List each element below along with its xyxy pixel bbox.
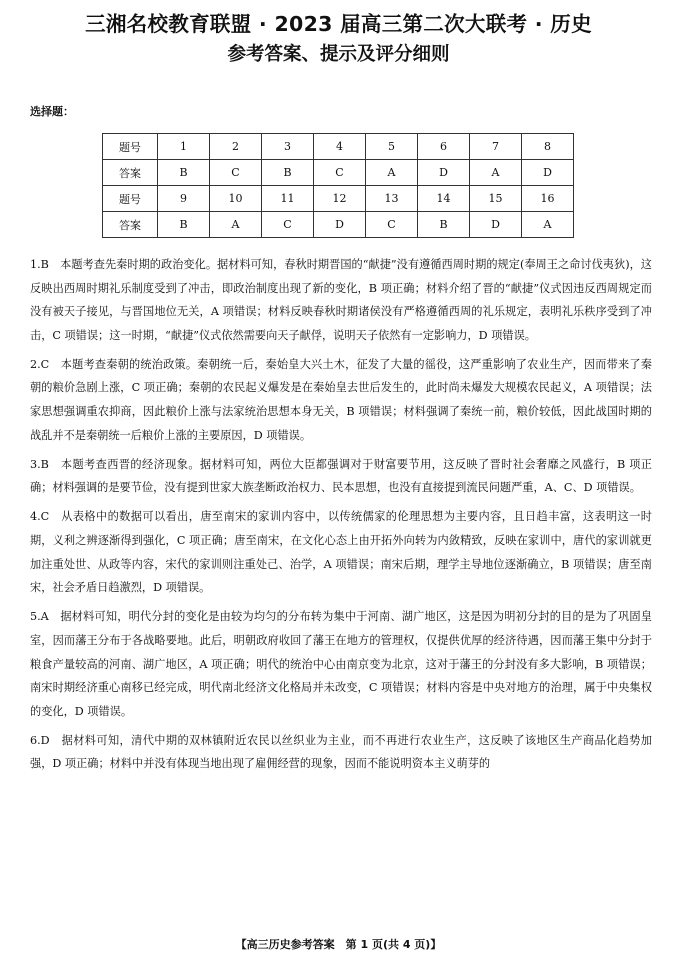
table-cell: 6 — [418, 134, 470, 160]
table-cell: 3 — [262, 134, 314, 160]
explanation-item: 1.B 本题考查先秦时期的政治变化。据材料可知，春秋时期晋国的“献捷”没有遵循西周时期的规定(奉周王之命讨伐夷狄)，这反映出西周时期礼乐制度受到了冲击，即政治制度出现了新的变化，B 项正确；材料介绍了晋的“献捷”仪式因违反西周规定而没有被天子接见，与晋国地位无关，A 项错误；材料反映春秋时期诸侯没有严格遵循西周的礼乐规定，表明礼乐秩序受到了冲击，C 项错误；这一时期，“献捷”仪式依然需要向天子献俘，说明天子依然有一定影响力，D 项错误。 — [30, 258, 652, 342]
table-cell: B — [158, 160, 210, 186]
table-cell: 12 — [314, 186, 366, 212]
table-cell: A — [366, 160, 418, 186]
table-cell: D — [522, 160, 574, 186]
table-cell: D — [314, 212, 366, 238]
table-cell: 9 — [158, 186, 210, 212]
table-cell: B — [418, 212, 470, 238]
table-cell: B — [158, 212, 210, 238]
table-cell: 1 — [158, 134, 210, 160]
answer-table — [102, 133, 574, 238]
table-cell: C — [210, 160, 262, 186]
table-cell: 15 — [470, 186, 522, 212]
explanation-item: 3.B 本题考查西晋的经济现象。据材料可知，两位大臣都强调对于财富要节用，这反映了晋时社会奢靡之风盛行，B 项正确；材料强调的是要节俭，没有提到世家大族垄断政治权力、民本思想，也没有直接提到流民问题严重，A、C、D 项错误。 — [30, 457, 652, 495]
table-cell: A — [522, 212, 574, 238]
table-cell: 7 — [470, 134, 522, 160]
explanation-item: 6.D 据材料可知，清代中期的双林镇附近农民以丝织业为主业，而不再进行农业生产，这反映了该地区生产商品化趋势加强，D 项正确；材料中并没有体现当地出现了雇佣经营的现象，因而不能说明资本主义萌芽的 — [30, 733, 652, 771]
table-cell: 10 — [210, 186, 262, 212]
table-cell: D — [470, 212, 522, 238]
page-title: 三湘名校教育联盟 · 2023 届高三第二次大联考 · 历史 — [85, 12, 592, 36]
table-row — [103, 134, 574, 160]
answer-explanations — [30, 253, 652, 781]
explanation-item: 5.A 据材料可知，明代分封的变化是由较为均匀的分布转为集中于河南、湖广地区，这是因为明初分封的目的是为了巩固皇室，因而藩王分布于各战略要地。此后，明朝政府收回了藩王在地方的管理权，仅提供优厚的经济待遇，因而藩王集中分封于粮食产量较高的河南、湖广地区，A 项正确；明代的统治中心由南京变为北京，这对于藩王的分封没有多大影响，B 项错误；南宋时期经济重心南移已经完成，明代南北经济文化格局并未改变，C 项错误；材料内容是中央对地方的治理，属于中央集权的变化，D 项错误。 — [30, 610, 652, 718]
page-subtitle: 参考答案、提示及评分细则 — [227, 44, 450, 65]
table-cell: 8 — [522, 134, 574, 160]
table-row — [103, 212, 574, 238]
table-cell: D — [418, 160, 470, 186]
table-cell: A — [470, 160, 522, 186]
table-cell: 13 — [366, 186, 418, 212]
table-cell: C — [314, 160, 366, 186]
table-cell: 11 — [262, 186, 314, 212]
table-row — [103, 186, 574, 212]
table-cell: B — [262, 160, 314, 186]
explanation-item: 2.C 本题考查秦朝的统治政策。秦朝统一后，秦始皇大兴土木，征发了大量的徭役，这严重影响了农业生产，因而带来了秦朝的粮价急剧上涨，C 项正确；秦朝的农民起义爆发是在秦始皇去世后发生的，此时尚未爆发大规模农民起义，A 项错误；法家思想强调重农抑商，因此粮价上涨与法家统治思想本身无关，B 项错误；材料强调了秦统一前，粮价较低，因此战国时期的战乱并不是秦朝统一后粮价上涨的主要原因，D 项错误。 — [30, 357, 652, 442]
table-cell: 4 — [314, 134, 366, 160]
table-cell: 14 — [418, 186, 470, 212]
table-cell: 2 — [210, 134, 262, 160]
table-row — [103, 160, 574, 186]
explanation-item: 4.C 从表格中的数据可以看出，唐至南宋的家训内容中，以传统儒家的伦理思想为主要内容，且日趋丰富，这表明这一时期，义利之辨逐渐得到强化，C 项正确；唐至南宋，在文化心态上由开拓外向转为内敛精致，反映在家训中，唐代的家训就更加注重处世、从政等内容，宋代的家训则注重处己、治学，A 项错误；南宋后期，理学主导地位逐渐确立，B 项错误；唐至南宋，社会矛盾日趋激烈，D 项错误。 — [30, 510, 652, 595]
table-cell: 题号 — [103, 186, 158, 212]
table-cell: 题号 — [103, 134, 158, 160]
page-footer: 【高三历史参考答案 第 1 页(共 4 页)】 — [235, 938, 442, 951]
table-cell: 答案 — [103, 160, 158, 186]
table-cell: 16 — [522, 186, 574, 212]
table-cell: C — [262, 212, 314, 238]
table-cell: 5 — [366, 134, 418, 160]
table-cell: A — [210, 212, 262, 238]
table-cell: C — [366, 212, 418, 238]
section-label: 选择题： — [30, 105, 74, 118]
table-cell: 答案 — [103, 212, 158, 238]
